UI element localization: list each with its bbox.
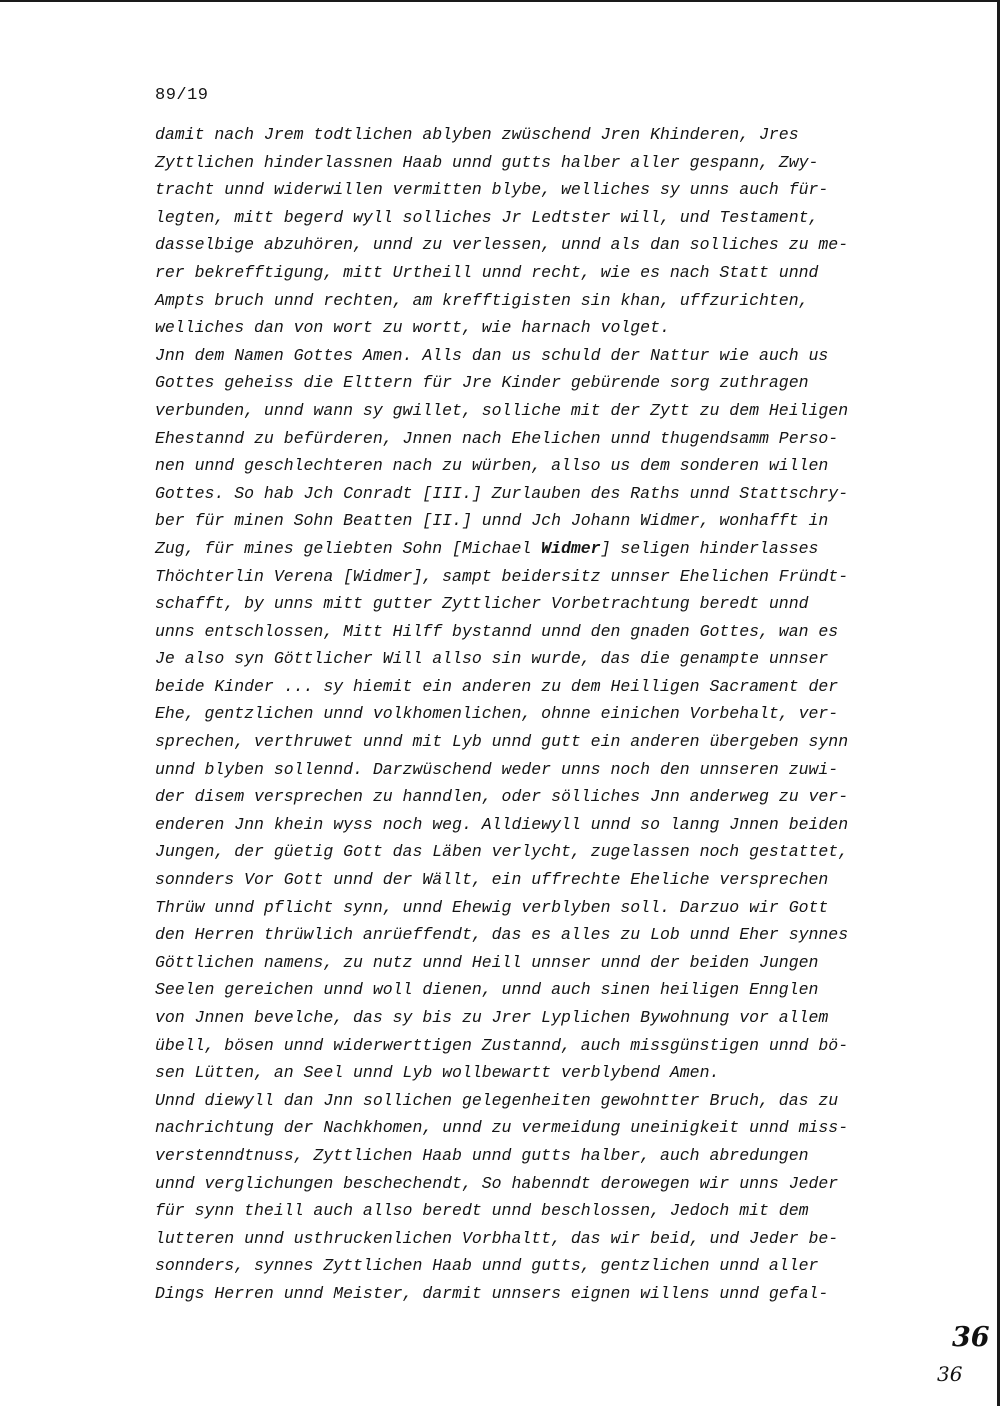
text-line: nen unnd geschlechteren nach zu würben, allso us dem sonderen willen — [155, 456, 829, 476]
document-body — [155, 121, 935, 1308]
text-segment: Zug, für mines geliebten Sohn [Michael — [155, 538, 542, 558]
text-line: rer bekrefftigung, mitt Urtheill unnd recht, wie es nach Statt unnd — [155, 262, 819, 282]
text-line: Ehestannd zu befürderen, Jnnen nach Ehelichen unnd thugendsamm Perso- — [155, 428, 839, 448]
text-line: damit nach Jrem todtlichen ablyben zwüschend Jren Khinderen, Jres — [155, 125, 799, 144]
text-line: sonnders, synnes Zyttlichen Haab unnd gutts, gentzlichen unnd aller — [155, 1256, 819, 1276]
text-line: den Herren thrüwlich anrüeffendt, das es alles zu Lob unnd Eher synnes — [155, 925, 849, 945]
text-line: Ehe, gentzlichen unnd volkhomenlichen, ohnne einichen Vorbehalt, ver- — [155, 704, 839, 724]
text-line: sprechen, verthruwet unnd mit Lyb unnd gutt ein anderen übergeben synn — [155, 732, 849, 752]
text-line: von Jnnen bevelche, das sy bis zu Jrer Lyplichen Bywohnung vor allem — [155, 1008, 829, 1027]
text-line-with-bold-name — [155, 535, 935, 563]
text-line: nachrichtung der Nachkhomen, unnd zu vermeidung uneinigkeit unnd miss- — [155, 1118, 849, 1138]
text-line: verbunden, unnd wann sy gwillet, solliche mit der Zytt zu dem Heiligen — [155, 400, 849, 420]
text-line: Dings Herren unnd Meister, darmit unnsers eignen willens unnd gefal- — [155, 1283, 829, 1303]
text-line: Gottes. So hab Jch Conradt [III.] Zurlauben des Raths unnd Stattschry- — [155, 483, 849, 503]
text-line: unnd verglichungen beschechendt, So habenndt derowegen wir unns Jeder — [155, 1173, 839, 1193]
text-line: Göttlichen namens, zu nutz unnd Heill unnser unnd der beiden Jungen — [155, 952, 819, 972]
text-line: legten, mitt begerd wyll solliches Jr Ledtster will, und Testament, — [155, 207, 819, 227]
text-line: welliches dan von wort zu wortt, wie harnach volget. — [155, 318, 670, 338]
text-line: beide Kinder ... sy hiemit ein anderen zu dem Heilligen Sacrament der — [155, 676, 839, 696]
page-number: 89/19 — [155, 86, 209, 105]
text-segment: ] seligen hinderlasses — [600, 538, 819, 558]
text-line: tracht unnd widerwillen vermitten blybe, welliches sy unns auch für- — [155, 180, 829, 200]
text-line: Thrüw unnd pflicht synn, unnd Ehewig verblyben soll. Darzuo wir Gott — [155, 897, 829, 917]
text-line: der disem versprechen zu hanndlen, oder sölliches Jnn anderweg zu ver- — [155, 787, 849, 807]
text-line: Zyttlichen hinderlassnen Haab unnd gutts halber aller gespann, Zwy- — [155, 152, 819, 172]
text-line: dasselbige abzuhören, unnd zu verlessen, unnd als dan solliches zu me- — [155, 235, 849, 255]
text-line: Unnd diewyll dan Jnn sollichen gelegenheiten gewohntter Bruch, das zu — [155, 1090, 839, 1110]
handwritten-folio-number: 36 — [952, 1322, 990, 1353]
text-line: schafft, by unns mitt gutter Zyttlicher Vorbetrachtung beredt unnd — [155, 594, 809, 614]
text-line: ber für minen Sohn Beatten [II.] unnd Jch Johann Widmer, wonhafft in — [155, 511, 829, 531]
text-line: sen Lütten, an Seel unnd Lyb wollbewartt verblybend Amen. — [155, 1063, 720, 1083]
text-line: Seelen gereichen unnd woll dienen, unnd auch sinen heiligen Ennglen — [155, 980, 819, 1000]
text-line: lutteren unnd usthruckenlichen Vorbhaltt, das wir beid, und Jeder be- — [155, 1228, 839, 1248]
text-line: Gottes geheiss die Elttern für Jre Kinder gebürende sorg zuthragen — [155, 373, 809, 393]
text-line: Ampts bruch unnd rechten, am krefftigisten sin khan, uffzurichten, — [155, 290, 809, 310]
text-line: übell, bösen unnd widerwerttigen Zustannd, auch missgünstigen unnd bö- — [155, 1035, 849, 1055]
bold-name: Widmer — [541, 538, 601, 558]
text-line: Je also syn Göttlicher Will allso sin wurde, das die genampte unnser — [155, 649, 829, 669]
scan-edge-top — [0, 0, 1000, 2]
text-line: Jnn dem Namen Gottes Amen. Alls dan us schuld der Nattur wie auch us — [155, 345, 829, 365]
text-line: Jungen, der güetig Gott das Läben verlycht, zugelassen noch gestattet, — [155, 842, 849, 862]
text-line: enderen Jnn khein wyss noch weg. Alldiewyll unnd so lanng Jnnen beiden — [155, 814, 849, 834]
text-line: unns entschlossen, Mitt Hilff bystannd unnd den gnaden Gottes, wan es — [155, 621, 839, 641]
text-line: verstenndtnuss, Zyttlichen Haab unnd gutts halber, auch abredungen — [155, 1145, 809, 1165]
text-line: sonnders Vor Gott unnd der Wällt, ein uffrechte Eheliche versprechen — [155, 870, 829, 890]
text-line: für synn theill auch allso beredt unnd beschlossen, Jedoch mit dem — [155, 1201, 809, 1221]
text-line: unnd blyben sollennd. Darzwüschend weder unns noch den unnseren zuwi- — [155, 759, 839, 779]
text-line: Thöchterlin Verena [Widmer], sampt beidersitz unnser Ehelichen Fründt- — [155, 566, 849, 586]
stamped-folio-number: 36 — [937, 1362, 963, 1386]
